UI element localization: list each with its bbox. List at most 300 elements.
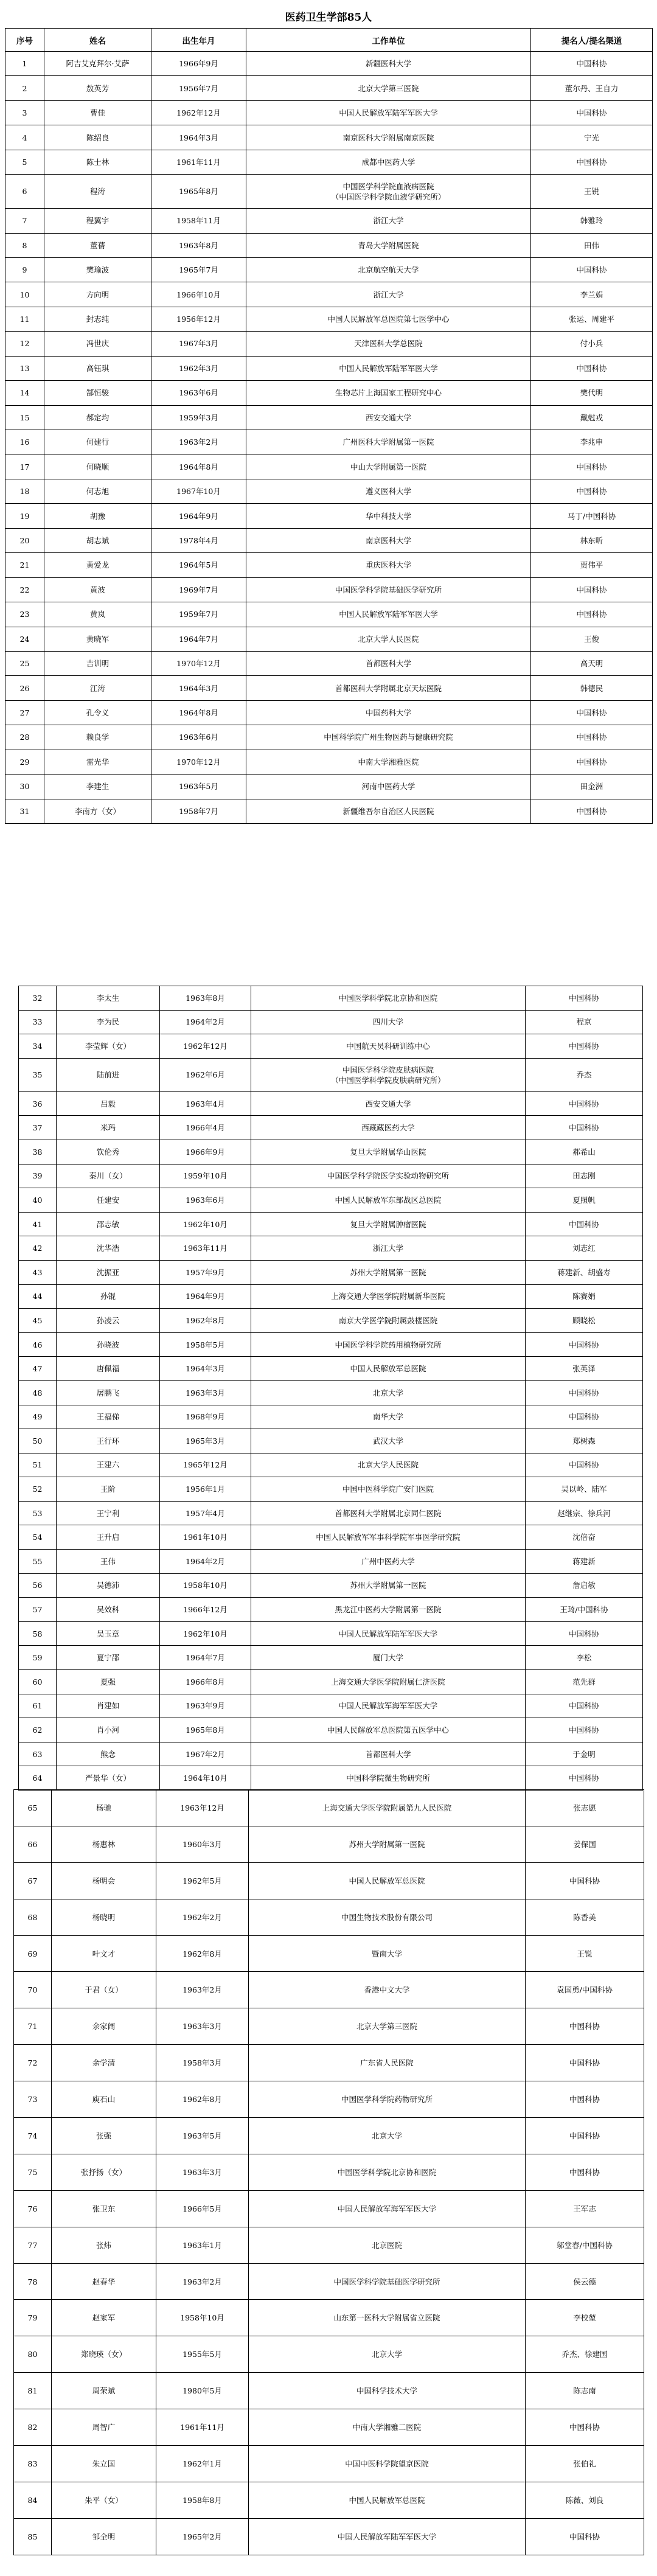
unit-cell (249, 2518, 526, 2555)
unit-cell (246, 405, 531, 430)
name-cell: 沈振亚 (57, 1260, 160, 1284)
no-cell: 31 (5, 799, 44, 823)
unit-line: 中国中医科学院广安门医院 (342, 1485, 434, 1494)
nominator-cell: 王琦/中国科协 (526, 1598, 643, 1622)
name-cell: 吴玉章 (57, 1621, 160, 1646)
name-cell: 陈绍良 (44, 125, 151, 150)
table-segment-2 (18, 986, 643, 1791)
table-row (14, 2081, 644, 2118)
no-cell: 11 (5, 307, 44, 331)
nominator-cell: 邬堂春/中国科协 (526, 2227, 644, 2263)
nominator-cell: 中国科协 (531, 577, 653, 602)
name-cell: 黄爱龙 (44, 553, 151, 577)
table-row (5, 332, 653, 356)
nominator-cell: 李兆申 (531, 430, 653, 454)
birth-cell: 1964年3月 (151, 125, 246, 150)
birth-cell: 1963年6月 (151, 381, 246, 405)
name-cell: 敖英芳 (44, 76, 151, 100)
no-cell: 21 (5, 553, 44, 577)
birth-cell: 1956年12月 (151, 307, 246, 331)
unit-line: 北京大学第三医院 (358, 83, 419, 93)
unit-cell (251, 1525, 526, 1550)
unit-line: 生物芯片上海国家工程研究中心 (335, 388, 442, 398)
name-cell: 黄岚 (44, 602, 151, 627)
no-cell: 39 (19, 1164, 57, 1188)
unit-line: 复旦大学附属肿瘤医院 (350, 1219, 426, 1229)
nominator-cell: 王锐 (531, 175, 653, 209)
unit-cell (246, 52, 531, 76)
no-cell: 16 (5, 430, 44, 454)
table-row (14, 1790, 644, 1826)
birth-cell: 1965年12月 (160, 1453, 251, 1477)
unit-line: 广州中医药大学 (361, 1556, 415, 1566)
unit-line: 重庆医科大学 (365, 560, 411, 570)
birth-cell: 1966年4月 (160, 1116, 251, 1140)
name-cell: 胡志斌 (44, 528, 151, 552)
nominator-cell: 李校堃 (526, 2300, 644, 2336)
table-row (14, 2446, 644, 2482)
table-row (5, 356, 653, 380)
no-cell: 77 (14, 2227, 52, 2263)
no-cell: 83 (14, 2446, 52, 2482)
unit-cell (251, 1188, 526, 1213)
unit-line: 北京大学 (371, 2350, 402, 2359)
name-cell: 樊瑜波 (44, 257, 151, 282)
unit-subline: （中国医学科学院血液学研究所） (331, 192, 446, 201)
unit-line: 首都医科大学 (365, 659, 411, 669)
name-cell: 余学清 (52, 2045, 156, 2081)
table-row (14, 1935, 644, 1972)
no-cell: 42 (19, 1236, 57, 1261)
unit-line: 西安交通大学 (365, 1099, 411, 1109)
no-cell: 85 (14, 2518, 52, 2555)
name-cell: 张强 (52, 2118, 156, 2154)
no-cell: 43 (19, 1260, 57, 1284)
birth-cell: 1962年5月 (156, 1862, 249, 1899)
unit-line: 新疆维吾尔自治区人民医院 (342, 806, 434, 816)
unit-cell (251, 1284, 526, 1309)
unit-line: 苏州大学附属第一医院 (350, 1581, 426, 1590)
unit-line: 广州医科大学附属第一医院 (342, 437, 434, 447)
table-row (5, 602, 653, 627)
name-cell: 杨驰 (52, 1790, 156, 1826)
table-row (14, 2482, 644, 2518)
table-row (14, 2190, 644, 2227)
no-cell: 41 (19, 1212, 57, 1236)
table-row (19, 1284, 643, 1309)
birth-cell: 1959年7月 (151, 602, 246, 627)
unit-cell (249, 2190, 526, 2227)
unit-cell (251, 1694, 526, 1718)
name-cell: 高钰琪 (44, 356, 151, 380)
no-cell: 12 (5, 332, 44, 356)
unit-cell (246, 100, 531, 125)
table-row (5, 150, 653, 174)
no-cell: 49 (19, 1405, 57, 1429)
unit-cell (249, 2081, 526, 2118)
unit-cell (251, 1260, 526, 1284)
no-cell: 8 (5, 233, 44, 257)
unit-cell (251, 1501, 526, 1525)
table-row (5, 725, 653, 750)
unit-cell (246, 725, 531, 750)
unit-line: 北京大学人民医院 (357, 1460, 419, 1470)
unit-line: 华中科技大学 (365, 511, 411, 521)
birth-cell: 1964年3月 (151, 676, 246, 700)
table-row (5, 651, 653, 675)
unit-cell (251, 1550, 526, 1574)
name-cell: 郑晓瑛（女） (52, 2336, 156, 2373)
name-cell: 王行环 (57, 1429, 160, 1453)
no-cell: 70 (14, 1972, 52, 2008)
nominator-cell: 中国科协 (526, 2118, 644, 2154)
unit-line: 北京大学第三医院 (356, 2022, 417, 2031)
table-row (14, 2263, 644, 2300)
no-cell: 6 (5, 175, 44, 209)
name-cell: 王伟 (57, 1550, 160, 1574)
unit-line: 中国医学科学院血液病医院 (342, 181, 434, 191)
nominator-cell: 王军志 (526, 2190, 644, 2227)
table-row (14, 2373, 644, 2409)
no-cell: 84 (14, 2482, 52, 2518)
page-title: 医药卫生学部85人 (285, 12, 372, 24)
name-cell: 朱立国 (52, 2446, 156, 2482)
unit-line: 中国科学院广州生物医药与健康研究院 (324, 733, 453, 742)
header-unit: 工作单位 (246, 29, 531, 52)
birth-cell: 1964年7月 (151, 627, 246, 651)
birth-cell: 1968年9月 (160, 1405, 251, 1429)
name-cell: 秦川（女） (57, 1164, 160, 1188)
no-cell: 2 (5, 76, 44, 100)
table-row (19, 1550, 643, 1574)
unit-cell (249, 2336, 526, 2373)
table-row (19, 1742, 643, 1766)
nominator-cell: 中国科协 (526, 1718, 643, 1742)
nominator-cell: 陈薇、刘良 (526, 2482, 644, 2518)
unit-line: 中南大学湘雅医院 (358, 757, 419, 767)
birth-cell: 1961年11月 (151, 150, 246, 174)
birth-cell: 1967年2月 (160, 1742, 251, 1766)
no-cell: 80 (14, 2336, 52, 2373)
table-row (14, 2409, 644, 2446)
table-header-row (5, 29, 653, 52)
unit-cell (251, 1453, 526, 1477)
no-cell: 55 (19, 1550, 57, 1574)
unit-line: 南京医科大学 (365, 535, 411, 545)
birth-cell: 1963年3月 (156, 2008, 249, 2045)
unit-cell (246, 775, 531, 799)
name-cell: 江涛 (44, 676, 151, 700)
unit-line: 中南大学湘雅二医院 (352, 2423, 422, 2432)
name-cell: 熊念 (57, 1742, 160, 1766)
unit-cell (246, 553, 531, 577)
no-cell: 58 (19, 1621, 57, 1646)
no-cell: 65 (14, 1790, 52, 1826)
name-cell: 钦伦秀 (57, 1140, 160, 1164)
no-cell: 45 (19, 1309, 57, 1333)
birth-cell: 1966年9月 (160, 1140, 251, 1164)
name-cell: 邹全明 (52, 2518, 156, 2555)
table-row (19, 1598, 643, 1622)
nominator-cell: 中国科协 (526, 2008, 644, 2045)
table-row (5, 430, 653, 454)
unit-cell (251, 1742, 526, 1766)
no-cell: 82 (14, 2409, 52, 2446)
birth-cell: 1957年4月 (160, 1501, 251, 1525)
unit-line: 中国人民解放军总医院 (349, 2495, 425, 2505)
unit-cell (251, 1058, 526, 1091)
table-row (5, 799, 653, 823)
name-cell: 程翼宇 (44, 209, 151, 233)
birth-cell: 1962年8月 (156, 1935, 249, 1972)
unit-line: 北京航空航天大学 (358, 265, 419, 275)
table-row (19, 1525, 643, 1550)
no-cell: 57 (19, 1598, 57, 1622)
no-cell: 72 (14, 2045, 52, 2081)
unit-line: 中国医学科学院药用植物研究所 (335, 1340, 442, 1349)
unit-cell (251, 1034, 526, 1059)
birth-cell: 1963年4月 (160, 1091, 251, 1116)
no-cell: 13 (5, 356, 44, 380)
unit-cell (251, 1357, 526, 1381)
table-row (19, 1091, 643, 1116)
table-row (14, 2154, 644, 2190)
name-cell: 董蒨 (44, 233, 151, 257)
table-row (19, 1429, 643, 1453)
unit-cell (249, 2446, 526, 2482)
unit-cell (246, 676, 531, 700)
no-cell: 60 (19, 1670, 57, 1694)
unit-line: 首都医科大学 (365, 1749, 411, 1759)
birth-cell: 1959年10月 (160, 1164, 251, 1188)
name-cell: 叶文才 (52, 1935, 156, 1972)
table-row (5, 577, 653, 602)
no-cell: 24 (5, 627, 44, 651)
nominator-cell: 吴以岭、陆军 (526, 1477, 643, 1502)
unit-cell (249, 1790, 526, 1826)
no-cell: 59 (19, 1646, 57, 1670)
name-cell: 严景华（女） (57, 1766, 160, 1791)
unit-cell (249, 2409, 526, 2446)
unit-line: 中国医学科学院皮肤病医院 (342, 1065, 434, 1074)
name-cell: 吴德沛 (57, 1573, 160, 1598)
unit-line: 青岛大学附属医院 (358, 240, 419, 250)
birth-cell: 1966年5月 (156, 2190, 249, 2227)
birth-cell: 1964年5月 (151, 553, 246, 577)
name-cell: 屠鹏飞 (57, 1380, 160, 1405)
no-cell: 4 (5, 125, 44, 150)
unit-line: 上海交通大学医学院附属第九人民医院 (322, 1803, 452, 1812)
name-cell: 孔令义 (44, 700, 151, 725)
table-row (5, 775, 653, 799)
nominator-cell: 田伟 (531, 233, 653, 257)
name-cell: 于君（女） (52, 1972, 156, 2008)
name-cell: 吕毅 (57, 1091, 160, 1116)
no-cell: 5 (5, 150, 44, 174)
no-cell: 78 (14, 2263, 52, 2300)
unit-line: 中国科学技术大学 (356, 2386, 417, 2396)
birth-cell: 1964年10月 (160, 1766, 251, 1791)
unit-cell (249, 2045, 526, 2081)
birth-cell: 1967年3月 (151, 332, 246, 356)
unit-line: 浙江大学 (373, 290, 404, 299)
name-cell: 阿吉艾克拜尔·艾萨 (44, 52, 151, 76)
table-row (19, 1573, 643, 1598)
birth-cell: 1963年8月 (160, 986, 251, 1011)
unit-cell (246, 504, 531, 528)
name-cell: 张炜 (52, 2227, 156, 2263)
no-cell: 34 (19, 1034, 57, 1059)
unit-cell (246, 750, 531, 774)
nominator-cell: 宁光 (531, 125, 653, 150)
unit-line: 中国人民解放军陆军军医大学 (339, 363, 438, 373)
birth-cell: 1963年6月 (151, 725, 246, 750)
birth-cell: 1962年6月 (160, 1058, 251, 1091)
unit-line: 河南中医药大学 (361, 782, 415, 792)
nominator-cell: 范先群 (526, 1670, 643, 1694)
no-cell: 22 (5, 577, 44, 602)
unit-line: 中国人民解放军海军军医大学 (338, 1701, 438, 1711)
unit-cell (251, 986, 526, 1011)
unit-line: 北京大学 (371, 2131, 402, 2140)
unit-line: 上海交通大学医学院附属仁济医院 (331, 1677, 445, 1687)
table-row (5, 528, 653, 552)
unit-cell (251, 1429, 526, 1453)
header-birth: 出生年月 (151, 29, 246, 52)
nominator-cell: 中国科协 (531, 150, 653, 174)
nominator-cell: 中国科协 (526, 1694, 643, 1718)
table-row (19, 1670, 643, 1694)
nominator-cell: 中国科协 (531, 750, 653, 774)
nominator-cell: 中国科协 (526, 1212, 643, 1236)
table-row (5, 627, 653, 651)
no-cell: 69 (14, 1935, 52, 1972)
no-cell: 75 (14, 2154, 52, 2190)
unit-cell (251, 1332, 526, 1357)
table-row (14, 1972, 644, 2008)
table-row (5, 676, 653, 700)
name-cell: 何晓顺 (44, 454, 151, 479)
name-cell: 赵家军 (52, 2300, 156, 2336)
unit-line: 中国医学科学院药物研究所 (341, 2095, 433, 2104)
birth-cell: 1967年10月 (151, 479, 246, 503)
birth-cell: 1964年2月 (160, 1010, 251, 1034)
unit-line: 中国人民解放军总医院 (349, 1876, 425, 1885)
unit-line: 中国科学院微生物研究所 (346, 1774, 430, 1783)
table-row (14, 2045, 644, 2081)
unit-cell (246, 651, 531, 675)
unit-line: 浙江大学 (372, 1244, 403, 1253)
name-cell: 李太生 (57, 986, 160, 1011)
table-row (19, 1058, 643, 1091)
name-cell: 赖良学 (44, 725, 151, 750)
unit-cell (251, 1140, 526, 1164)
birth-cell: 1965年3月 (160, 1429, 251, 1453)
unit-line: 香港中文大学 (364, 1985, 410, 1995)
nominator-cell: 中国科协 (526, 1405, 643, 1429)
nominator-cell: 中国科协 (526, 1091, 643, 1116)
no-cell: 9 (5, 257, 44, 282)
no-cell: 37 (19, 1116, 57, 1140)
birth-cell: 1963年12月 (156, 1790, 249, 1826)
nominator-cell: 董尔丹、王自力 (531, 76, 653, 100)
unit-cell (251, 1573, 526, 1598)
unit-line: 南华大学 (372, 1412, 403, 1422)
unit-cell (246, 700, 531, 725)
unit-line: 中国医学科学院北京协和医院 (337, 2167, 437, 2177)
table-row (19, 1646, 643, 1670)
nominator-cell: 中国科协 (531, 100, 653, 125)
unit-line: 中国人民解放军陆军军医大学 (337, 2532, 437, 2541)
nominator-cell: 郑树森 (526, 1429, 643, 1453)
no-cell: 28 (5, 725, 44, 750)
no-cell: 7 (5, 209, 44, 233)
birth-cell: 1964年7月 (160, 1646, 251, 1670)
name-cell: 张卫东 (52, 2190, 156, 2227)
birth-cell: 1965年8月 (160, 1718, 251, 1742)
name-cell: 杨惠林 (52, 1826, 156, 1862)
unit-line: 北京大学 (372, 1388, 403, 1398)
table-row (5, 125, 653, 150)
table-row (14, 1826, 644, 1862)
unit-line: 复旦大学附属华山医院 (350, 1147, 426, 1157)
name-cell: 何建行 (44, 430, 151, 454)
birth-cell: 1956年7月 (151, 76, 246, 100)
table-row (5, 100, 653, 125)
nominator-cell: 中国科协 (526, 986, 643, 1011)
name-cell: 王升启 (57, 1525, 160, 1550)
table-row (5, 454, 653, 479)
no-cell: 3 (5, 100, 44, 125)
name-cell: 朱平（女） (52, 2482, 156, 2518)
no-cell: 33 (19, 1010, 57, 1034)
no-cell: 53 (19, 1501, 57, 1525)
unit-line: 中国药科大学 (365, 708, 411, 718)
unit-line: 成都中医药大学 (361, 157, 415, 167)
birth-cell: 1964年9月 (151, 504, 246, 528)
unit-line: 首都医科大学附属北京同仁医院 (335, 1508, 442, 1518)
name-cell: 黄波 (44, 577, 151, 602)
no-cell: 47 (19, 1357, 57, 1381)
nominator-cell: 中国科协 (526, 1621, 643, 1646)
name-cell: 程涛 (44, 175, 151, 209)
nominator-cell: 陈志南 (526, 2373, 644, 2409)
table-row (19, 1694, 643, 1718)
name-cell: 王建六 (57, 1453, 160, 1477)
name-cell: 黄晓军 (44, 627, 151, 651)
name-cell: 陆前进 (57, 1058, 160, 1091)
table-row (14, 2008, 644, 2045)
name-cell: 曹佳 (44, 100, 151, 125)
no-cell: 1 (5, 52, 44, 76)
unit-subline: （中国医学科学院皮肤病研究所） (331, 1075, 445, 1085)
unit-cell (246, 125, 531, 150)
no-cell: 48 (19, 1380, 57, 1405)
unit-cell (246, 332, 531, 356)
unit-cell (251, 1477, 526, 1502)
nominator-cell: 詹启敏 (526, 1573, 643, 1598)
unit-cell (249, 2300, 526, 2336)
name-cell: 王阶 (57, 1477, 160, 1502)
unit-cell (246, 528, 531, 552)
table-row (5, 257, 653, 282)
unit-cell (249, 2482, 526, 2518)
birth-cell: 1963年5月 (151, 775, 246, 799)
name-cell: 沈华浩 (57, 1236, 160, 1261)
nominator-cell: 中国科协 (526, 1116, 643, 1140)
unit-line: 中国人民解放军陆军军医大学 (339, 610, 438, 619)
unit-cell (251, 1670, 526, 1694)
